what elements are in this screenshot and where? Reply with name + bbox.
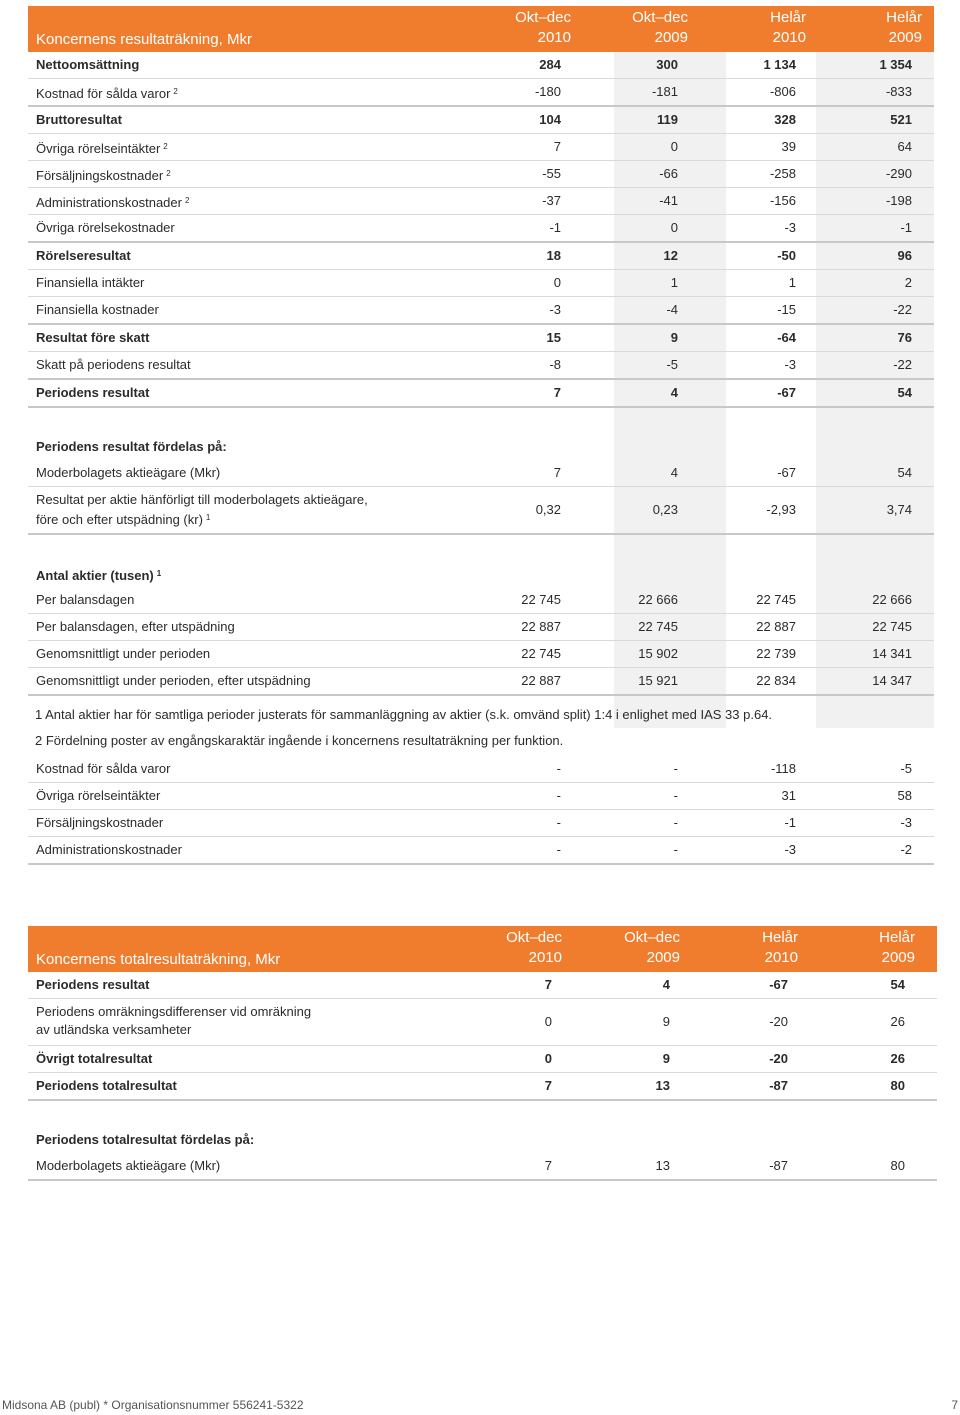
table-body [28, 972, 937, 1181]
cell-value: 0 [544, 1014, 552, 1029]
cell-value: 0 [670, 139, 678, 154]
cell-value: -67 [777, 465, 796, 480]
cell-value: 12 [663, 248, 678, 263]
cell-value: 22 834 [756, 673, 796, 688]
table-row [28, 325, 934, 352]
section-heading [28, 561, 934, 587]
column-header: Okt–dec 2010 [515, 9, 571, 46]
row-label: Rörelseresultat [36, 248, 131, 263]
cell-value: - [556, 788, 561, 803]
row-label: Kostnad för sålda varor $^2$ [36, 86, 178, 101]
cell-value: 4 [670, 385, 678, 400]
cell-value: 31 [781, 788, 796, 803]
row-label: Skatt på periodens resultat [36, 357, 191, 372]
table-row [28, 1153, 937, 1181]
table-row [28, 297, 934, 325]
table-row [28, 52, 934, 79]
cell-value: - [673, 788, 678, 803]
table-row [28, 161, 934, 188]
cell-value: 22 739 [756, 646, 796, 661]
cell-value: -1 [549, 220, 561, 235]
cell-value: 284 [539, 57, 561, 72]
column-header: Okt–dec 2009 [624, 929, 680, 966]
column-header: Okt–dec 2009 [632, 9, 688, 46]
cell-value: -156 [769, 193, 796, 208]
cell-value: -50 [777, 248, 796, 263]
column-header: Helår 2009 [886, 9, 922, 46]
cell-value: 26 [890, 1051, 905, 1066]
row-label: Administrationskostnader $^2$ [36, 195, 190, 210]
row-label: Periodens omräkningsdifferenser vid omräkning av utländska verksamheter [36, 1004, 312, 1037]
page-number: 7 [951, 1398, 958, 1412]
table-row [28, 668, 934, 696]
cell-value: -3 [784, 220, 796, 235]
cell-value: 22 887 [521, 619, 561, 634]
table-title: Koncernens totalresultaträkning, Mkr [36, 951, 281, 968]
table-row [28, 756, 934, 783]
table-row [28, 134, 934, 161]
row-label: Övriga rörelseintäkter [36, 788, 161, 803]
cell-value: -87 [769, 1158, 788, 1173]
cell-value: 22 666 [872, 592, 912, 607]
cell-value: 22 887 [756, 619, 796, 634]
row-label: Periodens totalresultat fördelas på: [36, 1132, 255, 1147]
row-label: Övriga rörelseintäkter $^2$ [36, 141, 168, 156]
table-title: Koncernens resultaträkning, Mkr [36, 31, 252, 48]
cell-value: 104 [539, 112, 561, 127]
cell-value: 22 887 [521, 673, 561, 688]
cell-value: -37 [542, 193, 561, 208]
table-row [28, 188, 934, 215]
table-row [28, 107, 934, 134]
row-label: Genomsnittligt under perioden, efter utspädning [36, 673, 311, 688]
cell-value: - [556, 815, 561, 830]
cell-value: -4 [666, 302, 678, 317]
cell-value: 54 [890, 977, 905, 992]
cell-value: -55 [542, 166, 561, 181]
cell-value: -20 [769, 1051, 788, 1066]
table-body [28, 52, 934, 696]
row-label: Antal aktier (tusen) $^1$ [36, 568, 162, 583]
footnote-1: 1 Antal aktier har för samtliga perioder justerats för sammanläggning av aktier (s.k. omvänd split) 1:4 i enlighet med IAS 33 p.64. [35, 707, 773, 722]
table-row [28, 783, 934, 810]
row-label: Försäljningskostnader $^2$ [36, 168, 171, 183]
row-label: Periodens resultat [36, 977, 150, 992]
cell-value: -22 [893, 357, 912, 372]
table-row [28, 215, 934, 243]
cell-value: 13 [655, 1078, 670, 1093]
cell-value: -3 [549, 302, 561, 317]
row-label: Moderbolagets aktieägare (Mkr) [36, 465, 221, 480]
cell-value: 7 [544, 1158, 552, 1173]
income-statement-table [28, 6, 934, 696]
table-row [28, 460, 934, 487]
cell-value: -15 [777, 302, 796, 317]
column-header: Helår 2010 [770, 9, 806, 46]
cell-value: 1 354 [879, 57, 912, 72]
table-row [28, 79, 934, 107]
cell-value: 9 [662, 1051, 670, 1066]
cell-value: -87 [769, 1078, 788, 1093]
cell-value: 14 347 [872, 673, 912, 688]
table-row [28, 352, 934, 380]
cell-value: -180 [534, 84, 561, 99]
column-header: Helår 2010 [762, 929, 798, 966]
cell-value: 2 [904, 275, 912, 290]
cell-value: -5 [900, 761, 912, 776]
cell-value: -3 [784, 357, 796, 372]
cell-value: 328 [774, 112, 796, 127]
table-row [28, 270, 934, 297]
column-header: Okt–dec 2010 [506, 929, 562, 966]
row-label: Per balansdagen [36, 592, 135, 607]
cell-value: 54 [897, 385, 912, 400]
cell-value: 58 [897, 788, 912, 803]
spacer [28, 408, 934, 434]
cell-value: -290 [885, 166, 912, 181]
cell-value: -22 [893, 302, 912, 317]
footnote-table [28, 756, 934, 865]
table-row [28, 972, 937, 999]
cell-value: -8 [549, 357, 561, 372]
cell-value: 7 [544, 1078, 552, 1093]
cell-value: 80 [890, 1078, 905, 1093]
table-row [28, 1073, 937, 1101]
cell-value: 0 [544, 1051, 552, 1066]
cell-value: 13 [655, 1158, 670, 1173]
cell-value: 7 [553, 385, 561, 400]
cell-value: -20 [769, 1014, 788, 1029]
table-row [28, 837, 934, 865]
cell-value: -67 [769, 977, 788, 992]
cell-value: 54 [897, 465, 912, 480]
cell-value: 1 134 [763, 57, 796, 72]
cell-value: 7 [553, 465, 561, 480]
table-row [28, 999, 937, 1046]
cell-value: 4 [662, 977, 670, 992]
cell-value: 9 [670, 330, 678, 345]
row-label: Resultat före skatt [36, 330, 150, 345]
cell-value: -5 [666, 357, 678, 372]
cell-value: 7 [553, 139, 561, 154]
cell-value: -64 [777, 330, 796, 345]
spacer [28, 535, 934, 561]
row-label: Per balansdagen, efter utspädning [36, 619, 235, 634]
cell-value: -3 [900, 815, 912, 830]
cell-value: - [673, 761, 678, 776]
row-label: Periodens totalresultat [36, 1078, 177, 1093]
cell-value: -2,93 [766, 502, 796, 517]
cell-value: 0,23 [652, 502, 678, 517]
row-label: Periodens resultat fördelas på: [36, 439, 227, 454]
cell-value: -198 [885, 193, 912, 208]
cell-value: 22 745 [872, 619, 912, 634]
cell-value: -66 [659, 166, 678, 181]
cell-value: 80 [890, 1158, 905, 1173]
cell-value: -1 [784, 815, 796, 830]
section-heading [28, 1127, 937, 1153]
cell-value: 26 [890, 1014, 905, 1029]
cell-value: 18 [546, 248, 561, 263]
table-row [28, 380, 934, 408]
table-row [28, 810, 934, 837]
cell-value: 0 [670, 220, 678, 235]
cell-value: 0,32 [535, 502, 561, 517]
cell-value: 0 [553, 275, 561, 290]
cell-value: 15 902 [638, 646, 678, 661]
row-label: Bruttoresultat [36, 112, 122, 127]
row-label: Nettoomsättning [36, 57, 140, 72]
section-heading [28, 434, 934, 460]
row-label: Övrigt totalresultat [36, 1051, 153, 1066]
row-label: Administrationskostnader [36, 842, 182, 857]
table-row [28, 243, 934, 270]
table-header [28, 926, 937, 972]
cell-value: -118 [770, 761, 796, 776]
cell-value: -258 [769, 166, 796, 181]
cell-value: 3,74 [886, 502, 912, 517]
cell-value: -833 [885, 84, 912, 99]
cell-value: 22 745 [638, 619, 678, 634]
cell-value: -181 [651, 84, 678, 99]
row-label: Genomsnittligt under perioden [36, 646, 211, 661]
spacer [28, 1101, 937, 1127]
row-label: Finansiella intäkter [36, 275, 145, 290]
table-row [28, 587, 934, 614]
cell-value: -2 [900, 842, 912, 857]
table-row [28, 1046, 937, 1073]
table-row [28, 614, 934, 641]
cell-value: - [673, 815, 678, 830]
cell-value: -3 [784, 842, 796, 857]
cell-value: 76 [897, 330, 912, 345]
cell-value: 64 [897, 139, 912, 154]
cell-value: 7 [544, 977, 552, 992]
cell-value: 1 [788, 275, 796, 290]
row-label: Moderbolagets aktieägare (Mkr) [36, 1158, 221, 1173]
cell-value: -806 [769, 84, 796, 99]
table-row [28, 641, 934, 668]
cell-value: - [556, 842, 561, 857]
cell-value: 1 [670, 275, 678, 290]
table-header [28, 6, 934, 52]
column-header: Helår 2009 [879, 929, 915, 966]
cell-value: - [673, 842, 678, 857]
cell-value: 22 745 [521, 592, 561, 607]
cell-value: 9 [662, 1014, 670, 1029]
cell-value: - [556, 761, 561, 776]
row-label: Övriga rörelsekostnader [36, 220, 175, 235]
footnote-2: 2 Fördelning poster av engångskaraktär ingående i koncernens resultaträkning per funktion. [35, 733, 564, 748]
cell-value: -41 [659, 193, 678, 208]
cell-value: 521 [890, 112, 912, 127]
footer-company: Midsona AB (publ) * Organisationsnummer 556241-5322 [2, 1398, 304, 1412]
cell-value: 96 [897, 248, 912, 263]
cell-value: 4 [670, 465, 678, 480]
total-income-table [28, 926, 937, 1181]
cell-value: 22 666 [638, 592, 678, 607]
row-label: Finansiella kostnader [36, 302, 159, 317]
cell-value: 14 341 [872, 646, 912, 661]
cell-value: 22 745 [756, 592, 796, 607]
cell-value: -67 [777, 385, 796, 400]
cell-value: 22 745 [521, 646, 561, 661]
cell-value: 119 [657, 112, 678, 127]
cell-value: 39 [781, 139, 796, 154]
row-label: Kostnad för sålda varor [36, 761, 171, 776]
cell-value: 300 [656, 57, 678, 72]
cell-value: 15 921 [638, 673, 678, 688]
cell-value: -1 [900, 220, 912, 235]
cell-value: 15 [546, 330, 561, 345]
table-row [28, 487, 934, 535]
row-label: Försäljningskostnader [36, 815, 164, 830]
row-label: Resultat per aktie hänförligt till moderbolagets aktieägare, före och efter utspädning (kr) $^1$ [36, 492, 368, 527]
row-label: Periodens resultat [36, 385, 150, 400]
